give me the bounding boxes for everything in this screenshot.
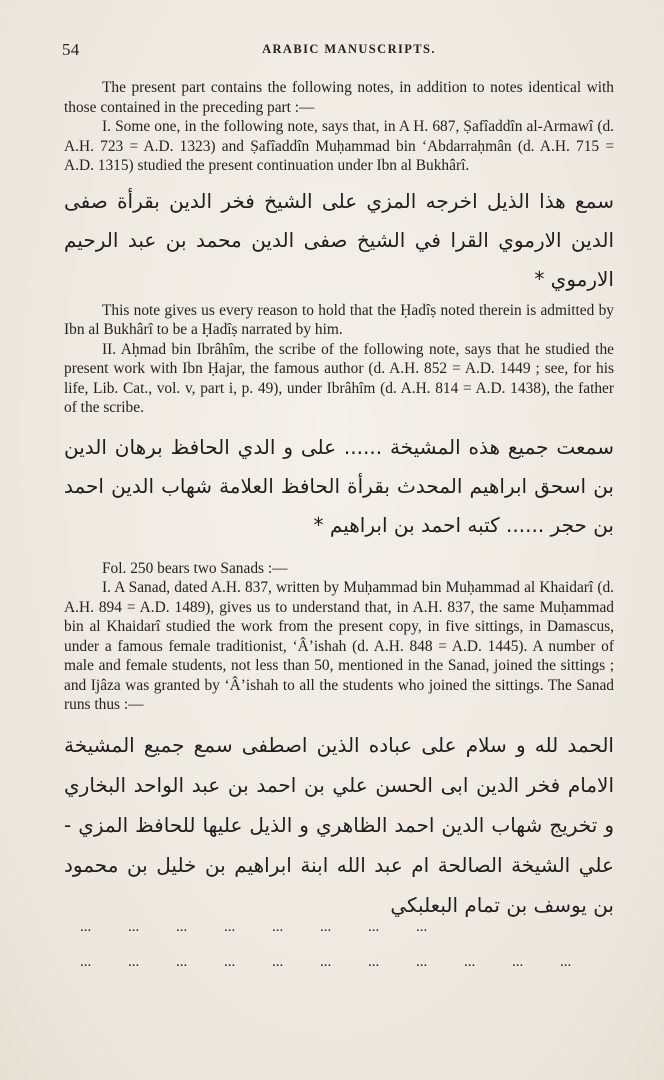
page-number: 54: [62, 40, 80, 59]
paragraph-sanad-one: I. A Sanad, dated A.H. 837, written by Muḥammad bin Muḥammad al Khaidarî (d. A.H. 894 = A.D. 1489), gives us to understand that, in A.H. 837, the same Muḥammad bin al Khaidarî studied the work from the present copy, in five sittings, in Damascus, under a famous female traditionist, ‘Â’ishah (d. A.H. 848 = A.D. 1445). A number of male and female students, not less than 50, mentioned in the Sanad, joined the sittings ; and Ijâza was granted by ‘Â’ishah to all the students who joined the sittings. The Sanad runs thus :—: [64, 579, 614, 713]
ellipsis: ...: [416, 918, 428, 935]
ellipsis: ...: [224, 918, 236, 935]
paragraph-hadis-note: This note gives us every reason to hold that the Ḥadîṣ noted therein is admitted by Ibn al Bukhârî to be a Ḥadîṣ narrated by him.: [64, 301, 614, 338]
ellipsis: ...: [224, 953, 236, 970]
arabic-quote-one: سمع هذا الذيل اخرجه المزي على الشيخ فخر الدين بقرأة صفى الدين الارموي القرا في الشيخ صفى الدين محمد بن عبد الرحيم الارموي *: [64, 188, 614, 291]
ellipsis: ...: [512, 953, 524, 970]
ellipsis: ...: [368, 918, 380, 935]
ellipsis: ...: [80, 953, 92, 970]
page-header: [0, 40, 664, 62]
ellipsis: ...: [272, 953, 284, 970]
ellipsis: ...: [464, 953, 476, 970]
ellipsis: ...: [320, 918, 332, 935]
page-body: [64, 78, 614, 971]
paragraph-note-one: I. Some one, in the following note, says that, in A H. 687, Ṣafîaddîn al-Armawî (d. A.H. 723 = A.D. 1323) and Ṣafîaddîn Muḥammad bin ‘Abdarraḥmân (d. A.H. 715 = A.D. 1315) studied the present continuation under Ibn al Bukhârî.: [64, 118, 614, 174]
ellipsis-row-two: [64, 954, 614, 971]
ellipsis: ...: [176, 953, 188, 970]
ellipsis: ...: [128, 918, 140, 935]
ellipsis: ...: [416, 953, 428, 970]
ellipsis: ...: [176, 918, 188, 935]
ellipsis: ...: [368, 953, 380, 970]
paragraph-intro: The present part contains the following notes, in addition to notes identical with those contained in the preceding part :—: [64, 79, 614, 116]
arabic-quote-three: الحمد لله و سلام على عباده الذين اصطفى سمع جميع المشيخة الامام فخر الدين ابى الحسن علي بن احمد بن عبد الواحد البخاري و تخريج شهاب الدين احمد الظاهري و الذيل عليها للحافظ المزي - علي الشيخة الصالحة ام عبد الله ابنة ابراهيم بن خليل بن محمود بن يوسف بن تمام البعلبكي: [64, 732, 614, 917]
paragraph-fol-250: Fol. 250 bears two Sanads :—: [102, 559, 288, 577]
paragraph-note-two: II. Aḥmad bin Ibrâhîm, the scribe of the following note, says that he studied the present work with Ibn Ḥajar, the famous author (d. A.H. 852 = A.D. 1449 ; see, for his life, Lib. Cat., vol. v, part i, p. 49), under Ibrâhîm (d. A.H. 814 = A.D. 1438), the father of the scribe.: [64, 340, 614, 416]
ellipsis: ...: [320, 953, 332, 970]
running-head: ARABIC MANUSCRIPTS.: [262, 42, 436, 56]
ellipsis: ...: [128, 953, 140, 970]
ellipsis: ...: [80, 918, 92, 935]
ellipsis: ...: [560, 953, 572, 970]
arabic-quote-two: سمعت جميع هذه المشيخة ...... على و الدي الحافظ برهان الدين بن اسحق ابراهيم المحدث بقرأة الحافظ العلامة شهاب الدين احمد بن حجر ...... كتبه احمد بن ابراهيم *: [64, 434, 614, 537]
ellipsis: ...: [272, 918, 284, 935]
